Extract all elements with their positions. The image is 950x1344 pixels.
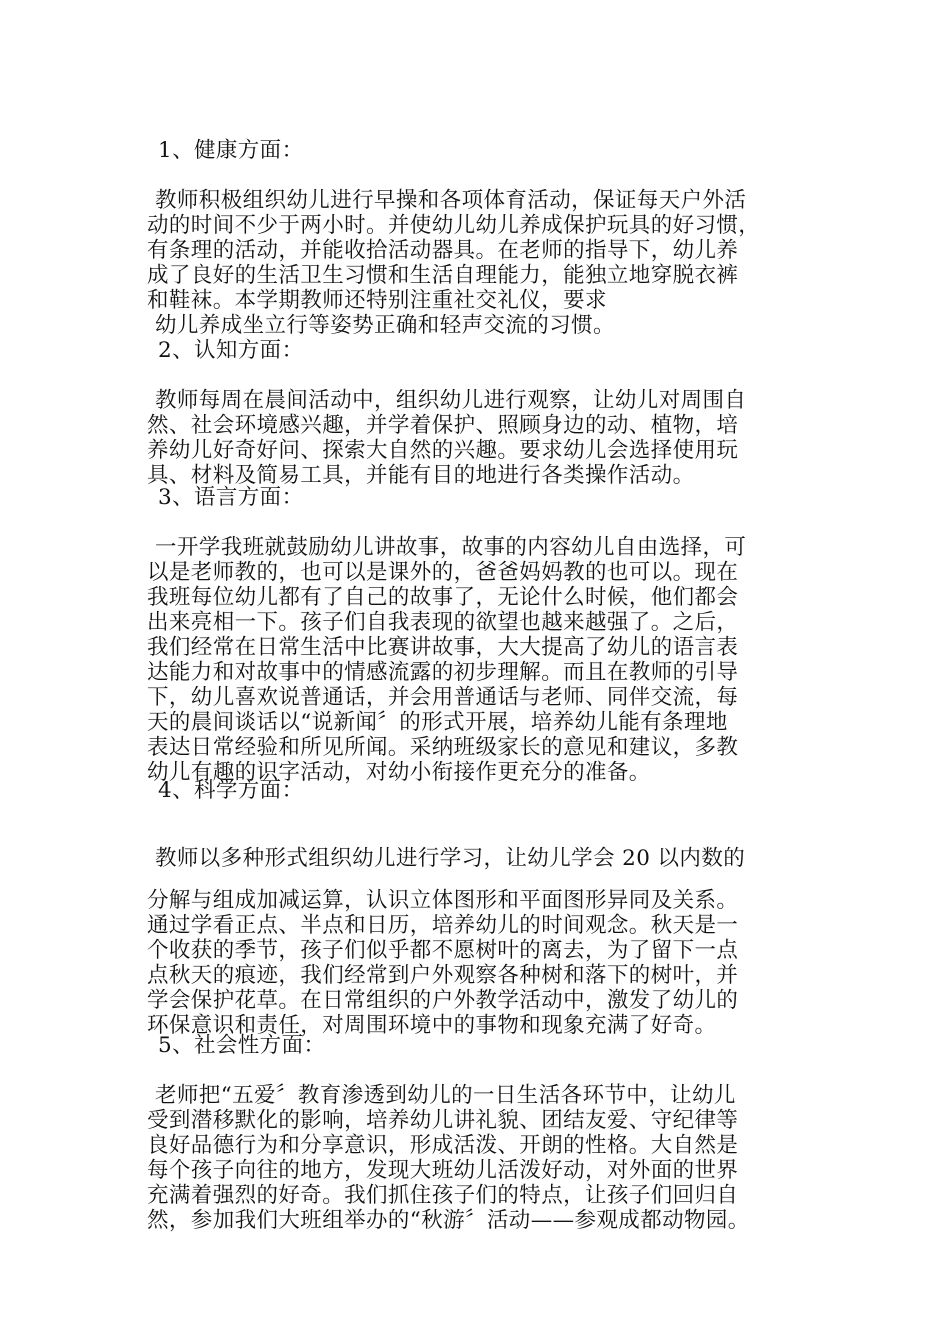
text-line: 教师以多种形式组织幼儿进行学习，让幼儿学会 20 以内数的 bbox=[155, 846, 746, 871]
text-line: 老师把“五爱〞教育渗透到幼儿的一日生活各环节中，让幼儿 bbox=[155, 1083, 736, 1108]
section-paragraph bbox=[147, 1083, 827, 1233]
text-line: 达能力和对故事中的情感流露的初步理解。而且在教师的引导 bbox=[147, 660, 739, 685]
section-heading: 5、社会性方面： bbox=[158, 1033, 326, 1058]
text-line: 和鞋袜。本学期教师还特别注重社交礼仪，要求 bbox=[147, 288, 607, 313]
text-line: 成了良好的生活卫生习惯和生活自理能力，能独立地穿脱衣裤 bbox=[147, 263, 739, 288]
text-line: 受到潜移默化的影响，培养幼儿讲礼貌、团结友爱、守纪律等 bbox=[147, 1108, 739, 1133]
text-line: 幼儿有趣的识字活动，对幼小衔接作更充分的准备。 bbox=[147, 760, 651, 785]
text-line: 每个孩子向往的地方，发现大班幼儿活泼好动，对外面的世界 bbox=[147, 1158, 739, 1183]
section-heading: 2、认知方面： bbox=[158, 338, 304, 363]
section-paragraph bbox=[147, 388, 807, 488]
text-line: 通过学看正点、半点和日历，培养幼儿的时间观念。秋天是一 bbox=[147, 913, 739, 938]
section-cognition bbox=[147, 338, 807, 488]
text-line: 教师每周在晨间活动中，组织幼儿进行观察，让幼儿对周围自 bbox=[155, 388, 747, 413]
text-line: 我班每位幼儿都有了自己的故事了，无论什么时候，他们都会 bbox=[147, 585, 739, 610]
text-line: 下，幼儿喜欢说普通话，并会用普通话与老师、同伴交流，每 bbox=[147, 685, 739, 710]
text-line: 有条理的活动，并能收拾活动器具。在老师的指导下，幼儿养 bbox=[147, 238, 739, 263]
text-line: 出来亮相一下。孩子们自我表现的欲望也越来越强了。之后， bbox=[147, 610, 739, 635]
section-science bbox=[147, 778, 807, 1038]
section-heading: 3、语言方面： bbox=[158, 485, 304, 510]
text-line: 天的晨间谈话以“说新闻〞的形式开展，培养幼儿能有条理地 bbox=[147, 710, 728, 735]
text-line: 教师积极组织幼儿进行早操和各项体育活动，保证每天户外活 bbox=[155, 188, 747, 213]
section-paragraph bbox=[147, 846, 807, 1038]
text-line: 良好品德行为和分享意识，形成活泼、开朗的性格。大自然是 bbox=[147, 1133, 739, 1158]
text-line: 充满着强烈的好奇。我们抓住孩子们的特点，让孩子们回归自 bbox=[147, 1183, 739, 1208]
text-line: 点秋天的痕迹，我们经常到户外观察各种树和落下的树叶，并 bbox=[147, 963, 739, 988]
text-line: 然，参加我们大班组举办的“秋游〞活动——参观成都动物园。 bbox=[147, 1208, 750, 1233]
section-paragraph bbox=[147, 535, 807, 785]
section-heading: 4、科学方面： bbox=[158, 778, 304, 803]
text-line: 学会保护花草。在日常组织的户外教学活动中，激发了幼儿的 bbox=[147, 988, 739, 1013]
text-line: 具、材料及简易工具，并能有目的地进行各类操作活动。 bbox=[147, 463, 695, 488]
text-line: 分解与组成加减运算，认识立体图形和平面图形异同及关系。 bbox=[147, 888, 739, 913]
text-line: 一开学我班就鼓励幼儿讲故事，故事的内容幼儿自由选择，可 bbox=[155, 535, 747, 560]
text-line: 幼儿养成坐立行等姿势正确和轻声交流的习惯。 bbox=[155, 313, 615, 338]
section-health bbox=[147, 138, 807, 338]
text-line: 然、社会环境感兴趣，并学着保护、照顾身边的动、植物，培 bbox=[147, 413, 739, 438]
text-line: 个收获的季节，孩子们似乎都不愿树叶的离去，为了留下一点 bbox=[147, 938, 739, 963]
text-line: 表达日常经验和所见所闻。采纳班级家长的意见和建议，多教 bbox=[147, 735, 739, 760]
text-line: 养幼儿好奇好问、探索大自然的兴趣。要求幼儿会选择使用玩 bbox=[147, 438, 739, 463]
section-language bbox=[147, 485, 807, 785]
text-line: 动的时间不少于两小时。并使幼儿幼儿养成保护玩具的好习惯， bbox=[147, 213, 761, 238]
section-heading: 1、健康方面： bbox=[158, 138, 304, 163]
text-line: 以是老师教的，也可以是课外的，爸爸妈妈教的也可以。现在 bbox=[147, 560, 739, 585]
text-line: 环保意识和责任，对周围环境中的事物和现象充满了好奇。 bbox=[147, 1013, 717, 1038]
section-paragraph bbox=[147, 188, 807, 338]
section-social bbox=[147, 1033, 827, 1233]
text-line: 我们经常在日常生活中比赛讲故事，大大提高了幼儿的语言表 bbox=[147, 635, 739, 660]
